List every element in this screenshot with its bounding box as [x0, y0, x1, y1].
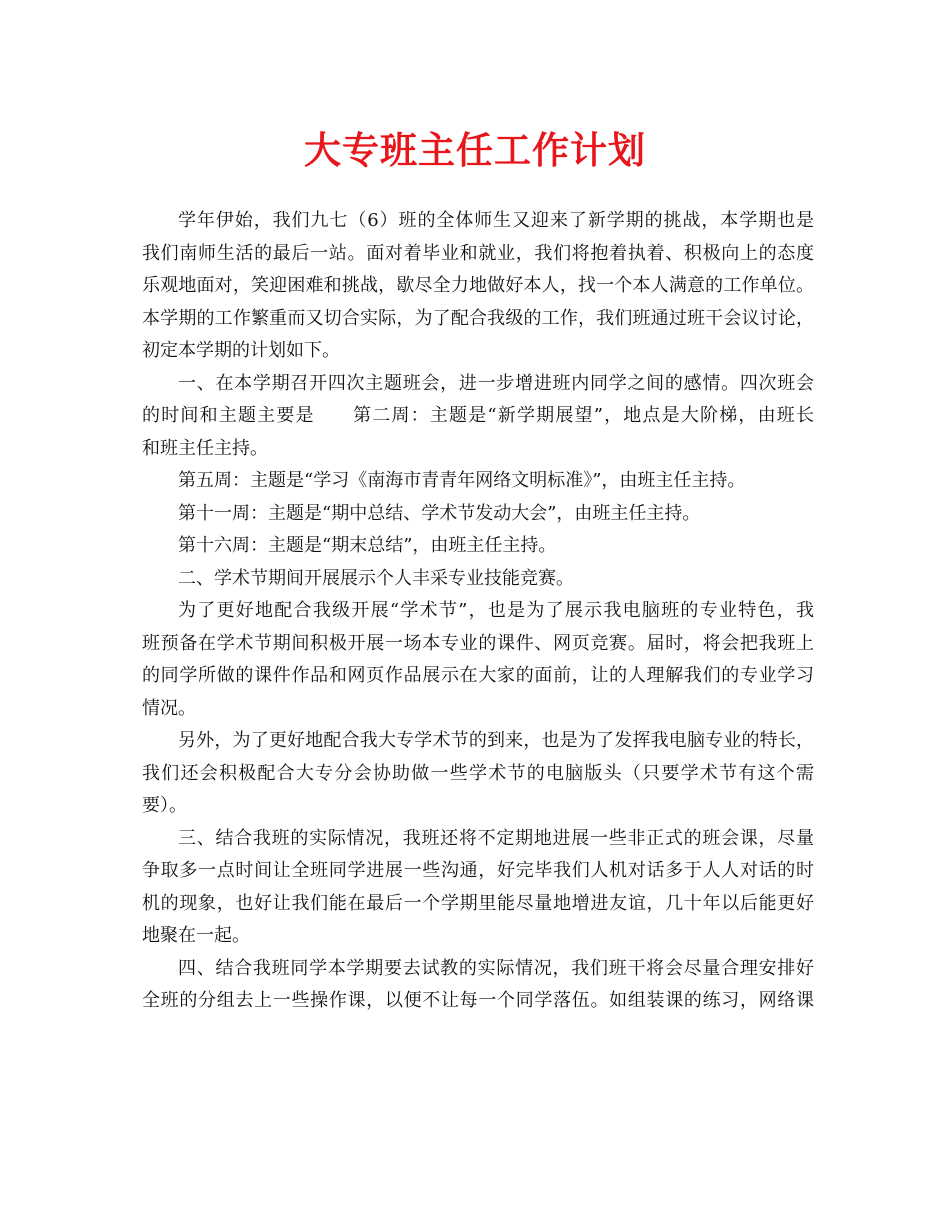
text-line: 和班主任主持。	[142, 437, 268, 459]
text-line: 班预备在学术节期间积极开展一场本专业的课件、网页竞赛。届时，将会把我班上	[142, 632, 814, 654]
text-line: 的时间和主题主要是 第二周：主题是“新学期展望”，地点是大阶梯，由班长	[142, 405, 814, 426]
text-line: 本学期的工作繁重而又切合实际，为了配合我级的工作，我们班通过班干会议讨论，	[142, 307, 814, 329]
text-line: 另外，为了更好地配合我大专学术节的到来，也是为了发挥我电脑专业的特长，	[178, 730, 814, 751]
text-line: 第十六周：主题是“期末总结”，由班主任主持。	[178, 535, 557, 556]
text-line: 一、在本学期召开四次主题班会，进一步增进班内同学之间的感情。四次班会	[178, 372, 814, 394]
text-line: 乐观地面对，笑迎困难和挑战，歇尽全力地做好本人，找一个本人满意的工作单位。	[142, 275, 814, 296]
text-line: 的同学所做的课件作品和网页作品展示在大家的面前，让的人理解我们的专业学习	[142, 665, 814, 686]
document-body	[142, 205, 814, 1018]
text-line: 初定本学期的计划如下。	[142, 340, 340, 361]
text-line: 为了更好地配合我级开展“学术节”，也是为了展示我电脑班的专业特色，我	[178, 600, 814, 621]
text-line: 要）。	[142, 795, 187, 816]
text-line: 三、结合我班的实际情况，我班还将不定期地进展一些非正式的班会课，尽量	[178, 827, 814, 849]
text-line: 学年伊始，我们九七（6）班的全体师生又迎来了新学期的挑战，本学期也是	[178, 210, 814, 231]
page-title: 大专班主任工作计划	[304, 128, 646, 172]
text-line: 我们南师生活的最后一站。面对着毕业和就业，我们将抱着执着、积极向上的态度	[142, 242, 814, 264]
text-line: 地聚在一起。	[142, 925, 250, 946]
text-line: 第五周：主题是“学习《南海市青青年网络文明标准》”，由班主任主持。	[178, 470, 746, 491]
text-line: 全班的分组去上一些操作课，以便不让每一个同学落伍。如组装课的练习，网络课	[142, 990, 814, 1011]
text-line: 机的现象，也好让我们能在最后一个学期里能尽量地增进友谊，几十年以后能更好	[142, 892, 814, 914]
text-line: 争取多一点时间让全班同学进展一些沟通，好完毕我们人机对话多于人人对话的时	[142, 860, 814, 881]
text-line: 二、学术节期间开展展示个人丰采专业技能竞赛。	[178, 567, 574, 589]
text-line: 四、结合我班同学本学期要去试教的实际情况，我们班干将会尽量合理安排好	[178, 957, 814, 979]
text-line: 情况。	[142, 697, 196, 719]
text-line: 我们还会积极配合大专分会协助做一些学术节的电脑版头（只要学术节有这个需	[142, 762, 814, 784]
text-line: 第十一周：主题是“期中总结、学术节发动大会”，由班主任主持。	[178, 502, 701, 524]
